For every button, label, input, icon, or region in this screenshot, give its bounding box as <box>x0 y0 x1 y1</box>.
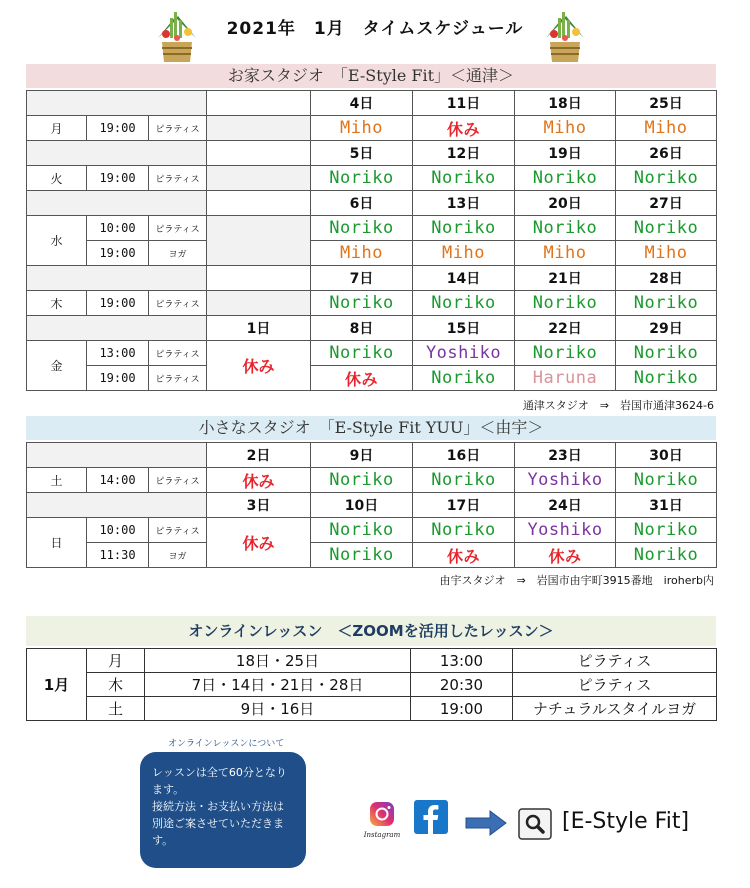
date-cell: 4日 <box>311 91 413 116</box>
studio1-heading: お家スタジオ 「E-Style Fit」＜通津＞ <box>26 64 716 88</box>
studio1-address: 通津スタジオ ⇒ 岩国市通津3624-6 <box>522 399 714 412</box>
class-row-sat <box>27 468 717 493</box>
studio2-heading: 小さなスタジオ 「E-Style Fit YUU」＜由宇＞ <box>26 416 716 440</box>
instructor-cell: Noriko <box>616 216 717 241</box>
instructor-cell: Noriko <box>311 341 413 366</box>
online-row-sat <box>27 697 717 721</box>
date-cell: 1日 <box>207 316 311 341</box>
instructor-cell: Miho <box>311 116 413 141</box>
instructor-cell: Noriko <box>616 291 717 316</box>
blank-cell <box>207 166 311 191</box>
online-time-cell: 19:00 <box>411 697 513 721</box>
date-cell: 11日 <box>413 91 515 116</box>
online-note-box <box>140 752 306 868</box>
instagram-icon[interactable] <box>362 800 402 840</box>
class-cell: ピラティス <box>149 291 207 316</box>
brand-search-term: [E-Style Fit] <box>562 809 690 834</box>
online-lesson-table <box>26 648 717 721</box>
blank-cell <box>207 91 311 116</box>
date-row-tue <box>27 141 717 166</box>
blank-cell <box>207 216 311 266</box>
time-cell: 14:00 <box>87 468 149 493</box>
date-cell: 18日 <box>515 91 616 116</box>
online-note-title: オンラインレッスンについて <box>168 739 285 749</box>
date-cell: 25日 <box>616 91 717 116</box>
instructor-cell: Noriko <box>515 291 616 316</box>
online-lesson-heading: オンラインレッスン ＜ZOOMを活用したレッスン＞ <box>26 616 716 646</box>
online-day-cell: 土 <box>87 697 145 721</box>
online-dates-cell: 7日・14日・21日・28日 <box>145 673 411 697</box>
day-off-cell: 休み <box>207 468 311 493</box>
date-cell: 20日 <box>515 191 616 216</box>
date-cell: 7日 <box>311 266 413 291</box>
instructor-cell: Yoshiko <box>515 468 616 493</box>
instructor-cell: Noriko <box>616 543 717 568</box>
online-day-cell: 木 <box>87 673 145 697</box>
instructor-cell: Noriko <box>413 291 515 316</box>
time-cell: 10:00 <box>87 216 149 241</box>
date-cell: 15日 <box>413 316 515 341</box>
instructor-cell: Noriko <box>616 341 717 366</box>
date-row-thu <box>27 266 717 291</box>
class-cell: ピラティス <box>149 166 207 191</box>
instructor-cell: Noriko <box>616 518 717 543</box>
date-cell: 26日 <box>616 141 717 166</box>
class-row-fri-2 <box>27 366 717 391</box>
blank-cell <box>207 116 311 141</box>
date-cell: 28日 <box>616 266 717 291</box>
blank-cell <box>207 191 311 216</box>
day-off-cell: 休み <box>207 341 311 391</box>
date-cell: 23日 <box>515 443 616 468</box>
blank-cell <box>27 91 207 116</box>
blank-cell <box>27 443 207 468</box>
date-cell: 17日 <box>413 493 515 518</box>
class-row-wed-2 <box>27 241 717 266</box>
instructor-cell: Noriko <box>311 468 413 493</box>
weekday-cell: 月 <box>27 116 87 141</box>
class-cell: ピラティス <box>149 366 207 391</box>
instructor-cell: 休み <box>515 543 616 568</box>
instructor-cell: Noriko <box>616 468 717 493</box>
instructor-cell: Noriko <box>413 366 515 391</box>
instructor-cell: Noriko <box>311 518 413 543</box>
time-cell: 13:00 <box>87 341 149 366</box>
instructor-cell: Haruna <box>515 366 616 391</box>
online-note-payment: 接続方法・お支払い方法は別途ご案させていただきます。 <box>152 800 284 847</box>
page-title: 2021年 1月 タイムスケジュール <box>226 19 524 39</box>
blank-cell <box>27 493 207 518</box>
date-cell: 16日 <box>413 443 515 468</box>
weekday-cell: 火 <box>27 166 87 191</box>
instagram-label: Instagram <box>363 831 401 839</box>
blank-cell <box>27 191 207 216</box>
date-cell: 13日 <box>413 191 515 216</box>
online-row-mon <box>27 649 717 673</box>
date-row-mon <box>27 91 717 116</box>
instructor-cell: 休み <box>311 366 413 391</box>
online-row-thu <box>27 673 717 697</box>
time-cell: 19:00 <box>87 366 149 391</box>
weekday-cell: 金 <box>27 341 87 391</box>
date-cell: 5日 <box>311 141 413 166</box>
instructor-cell: Noriko <box>515 341 616 366</box>
date-cell: 19日 <box>515 141 616 166</box>
time-cell: 19:00 <box>87 166 149 191</box>
weekday-cell: 日 <box>27 518 87 568</box>
date-cell: 8日 <box>311 316 413 341</box>
class-cell: ピラティス <box>149 468 207 493</box>
online-month-cell: 1月 <box>27 649 87 721</box>
instructor-cell: 休み <box>413 116 515 141</box>
blank-cell <box>207 266 311 291</box>
blank-cell <box>207 291 311 316</box>
instructor-cell: Miho <box>616 116 717 141</box>
date-cell: 24日 <box>515 493 616 518</box>
online-lesson-cell: ピラティス <box>513 673 717 697</box>
blank-cell <box>27 266 207 291</box>
class-row-thu <box>27 291 717 316</box>
online-time-cell: 13:00 <box>411 649 513 673</box>
instructor-cell: Yoshiko <box>515 518 616 543</box>
day-off-cell: 休み <box>207 518 311 568</box>
date-cell: 14日 <box>413 266 515 291</box>
facebook-icon[interactable] <box>414 800 448 834</box>
class-cell: ピラティス <box>149 341 207 366</box>
weekday-cell: 土 <box>27 468 87 493</box>
instructor-cell: Noriko <box>413 216 515 241</box>
instructor-cell: Miho <box>515 116 616 141</box>
arrow-right-icon <box>464 810 508 836</box>
instructor-cell: Noriko <box>413 468 515 493</box>
date-cell: 10日 <box>311 493 413 518</box>
instructor-cell: Miho <box>311 241 413 266</box>
blank-cell <box>27 141 207 166</box>
class-row-sun-2 <box>27 543 717 568</box>
online-lesson-cell: ナチュラルスタイルヨガ <box>513 697 717 721</box>
date-cell: 27日 <box>616 191 717 216</box>
date-row-fri <box>27 316 717 341</box>
date-cell: 30日 <box>616 443 717 468</box>
instructor-cell: Yoshiko <box>413 341 515 366</box>
time-cell: 19:00 <box>87 241 149 266</box>
time-cell: 10:00 <box>87 518 149 543</box>
class-row-tue <box>27 166 717 191</box>
date-row-sat <box>27 443 717 468</box>
instructor-cell: Noriko <box>311 216 413 241</box>
date-cell: 12日 <box>413 141 515 166</box>
class-cell: ヨガ <box>149 241 207 266</box>
date-cell: 9日 <box>311 443 413 468</box>
instructor-cell: Noriko <box>413 166 515 191</box>
time-cell: 11:30 <box>87 543 149 568</box>
date-cell: 2日 <box>207 443 311 468</box>
date-cell: 29日 <box>616 316 717 341</box>
class-row-sun-1 <box>27 518 717 543</box>
online-day-cell: 月 <box>87 649 145 673</box>
class-cell: ピラティス <box>149 116 207 141</box>
instructor-cell: Noriko <box>311 166 413 191</box>
online-note-duration: レッスンは全て60分となります。 <box>152 766 287 796</box>
class-cell: ヨガ <box>149 543 207 568</box>
online-time-cell: 20:30 <box>411 673 513 697</box>
studio1-schedule-table <box>26 90 717 391</box>
instructor-cell: Miho <box>616 241 717 266</box>
kadomatsu-decoration-right <box>540 8 590 64</box>
instructor-cell: Noriko <box>616 366 717 391</box>
search-icon[interactable] <box>518 808 552 840</box>
weekday-cell: 木 <box>27 291 87 316</box>
online-lesson-cell: ピラティス <box>513 649 717 673</box>
date-cell: 22日 <box>515 316 616 341</box>
instructor-cell: 休み <box>413 543 515 568</box>
class-row-fri-1 <box>27 341 717 366</box>
date-cell: 3日 <box>207 493 311 518</box>
instructor-cell: Noriko <box>515 166 616 191</box>
blank-cell <box>27 316 207 341</box>
date-cell: 6日 <box>311 191 413 216</box>
instructor-cell: Noriko <box>515 216 616 241</box>
time-cell: 19:00 <box>87 116 149 141</box>
instructor-cell: Noriko <box>616 166 717 191</box>
class-row-mon <box>27 116 717 141</box>
studio2-address: 由宇スタジオ ⇒ 岩国市由宇町3915番地 iroherb内 <box>439 574 714 587</box>
instructor-cell: Miho <box>515 241 616 266</box>
instructor-cell: Noriko <box>311 543 413 568</box>
date-cell: 21日 <box>515 266 616 291</box>
studio2-schedule-table <box>26 442 717 568</box>
online-dates-cell: 9日・16日 <box>145 697 411 721</box>
date-cell: 31日 <box>616 493 717 518</box>
class-cell: ピラティス <box>149 216 207 241</box>
weekday-cell: 水 <box>27 216 87 266</box>
date-row-wed <box>27 191 717 216</box>
date-row-sun <box>27 493 717 518</box>
class-row-wed-1 <box>27 216 717 241</box>
instructor-cell: Miho <box>413 241 515 266</box>
online-dates-cell: 18日・25日 <box>145 649 411 673</box>
instructor-cell: Noriko <box>413 518 515 543</box>
class-cell: ピラティス <box>149 518 207 543</box>
instructor-cell: Noriko <box>311 291 413 316</box>
blank-cell <box>207 141 311 166</box>
time-cell: 19:00 <box>87 291 149 316</box>
